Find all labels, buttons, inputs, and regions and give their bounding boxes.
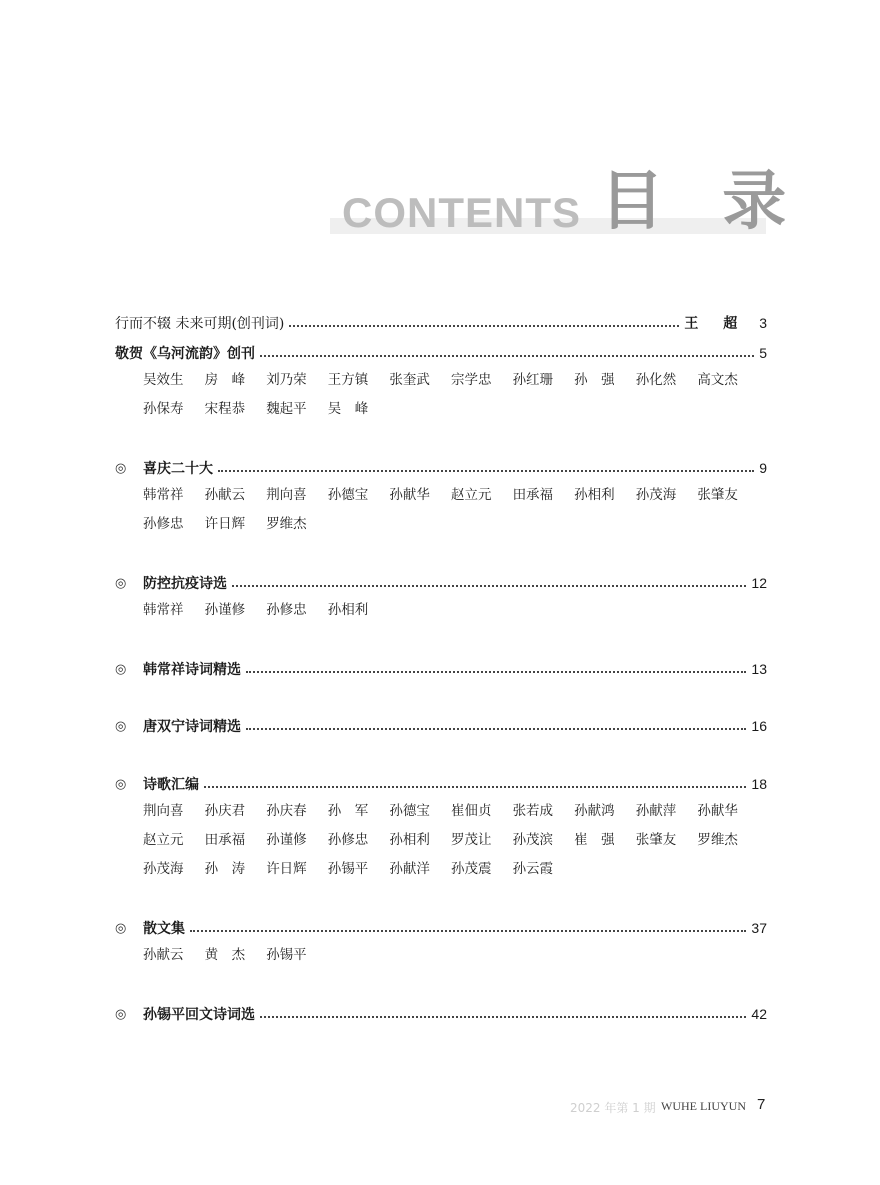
author-name: 张若成	[512, 803, 554, 819]
author-name: 高文杰	[697, 372, 738, 388]
leader-dots	[260, 351, 754, 357]
author-name: 孙云霞	[512, 861, 554, 877]
toc-entry-section[interactable]	[115, 455, 767, 539]
author-name: 孙相利	[389, 832, 430, 848]
bullet-icon: ◎	[115, 920, 127, 936]
author-name: 田承福	[512, 487, 554, 503]
toc-entry-title: 喜庆二十大	[143, 461, 213, 477]
author-name: 赵立元	[450, 487, 492, 503]
toc-entry-section[interactable]	[115, 1001, 767, 1027]
author-name: 孙德宝	[389, 803, 430, 819]
page-footer	[0, 1097, 880, 1117]
author-list	[143, 596, 763, 625]
author-name: 孙 军	[327, 803, 369, 819]
author-name: 孙献鸿	[574, 803, 615, 819]
author-name: 崔 强	[574, 832, 615, 848]
author-name: 荆向喜	[266, 487, 307, 503]
author-name: 韩常祥	[143, 602, 184, 618]
author-name: 赵立元	[143, 832, 184, 848]
author-name: 孙茂震	[450, 861, 492, 877]
toc-entry-title: 散文集	[143, 921, 185, 937]
author-name: 孙献云	[204, 487, 246, 503]
author-name: 田承福	[204, 832, 246, 848]
toc-entry-title: 诗歌汇编	[143, 777, 199, 793]
author-name: 孙茂海	[635, 487, 677, 503]
author-name: 孙献洋	[389, 861, 430, 877]
toc-entry-title: 行而不辍 未来可期(创刊词)	[115, 316, 285, 332]
toc-entry-title: 敬贺《乌河流韵》创刊	[115, 346, 255, 362]
toc-entry-page: 13	[751, 661, 767, 677]
leader-dots	[232, 581, 746, 587]
toc-entry-author: 王 超	[684, 316, 748, 332]
author-name: 黄 杰	[204, 947, 246, 963]
author-name: 张肇友	[697, 487, 738, 503]
author-name: 孙化然	[635, 372, 677, 388]
leader-dots	[289, 321, 679, 327]
author-name: 孙修忠	[327, 832, 369, 848]
toc-entry-title: 韩常祥诗词精选	[143, 662, 241, 678]
author-name: 孙锡平	[266, 947, 307, 963]
author-name: 孙献华	[389, 487, 430, 503]
toc-entry-page: 5	[759, 345, 767, 361]
author-name: 孙 涛	[204, 861, 246, 877]
author-name: 孙相利	[327, 602, 369, 618]
author-name: 孙献萍	[635, 803, 677, 819]
footer-page-number: 7	[757, 1096, 766, 1113]
author-name: 宗学忠	[450, 372, 492, 388]
author-name: 孙修忠	[143, 516, 184, 532]
toc-entry-congrats[interactable]	[115, 340, 767, 424]
toc-entry-title: 唐双宁诗词精选	[143, 719, 241, 735]
author-name: 韩常祥	[143, 487, 184, 503]
author-name: 吴 峰	[327, 401, 369, 417]
author-name: 孙献云	[143, 947, 184, 963]
author-name: 孙庆春	[266, 803, 307, 819]
leader-dots	[190, 926, 746, 932]
bullet-icon: ◎	[115, 718, 127, 734]
leader-dots	[204, 782, 746, 788]
author-name: 魏起平	[266, 401, 307, 417]
mulu-heading: 目 录	[600, 165, 805, 239]
author-name: 孙修忠	[266, 602, 307, 618]
toc-entry-page: 37	[751, 920, 767, 936]
author-name: 孙庆君	[204, 803, 246, 819]
author-name: 张肇友	[635, 832, 677, 848]
bullet-icon: ◎	[115, 575, 127, 591]
author-list	[143, 941, 763, 970]
author-name: 房 峰	[204, 372, 246, 388]
author-name: 孙相利	[574, 487, 615, 503]
toc-entry-section[interactable]	[115, 771, 767, 884]
author-name: 孙谨修	[266, 832, 307, 848]
author-name: 宋程恭	[204, 401, 246, 417]
author-name: 孙献华	[697, 803, 738, 819]
footer-magazine-title: WUHE LIUYUN	[661, 1099, 746, 1113]
author-name: 孙德宝	[327, 487, 369, 503]
toc-entry-page: 42	[751, 1006, 767, 1022]
toc-entry-title: 防控抗疫诗选	[143, 576, 227, 592]
leader-dots	[246, 724, 746, 730]
author-list	[143, 797, 763, 884]
author-list	[143, 366, 763, 424]
author-name: 吴效生	[143, 372, 184, 388]
author-name: 王方镇	[327, 372, 369, 388]
toc-entry-page: 18	[751, 776, 767, 792]
author-name: 罗维杰	[697, 832, 738, 848]
bullet-icon: ◎	[115, 776, 127, 792]
author-name: 崔佃贞	[450, 803, 492, 819]
toc-entry-section[interactable]	[115, 915, 767, 970]
author-name: 孙 强	[574, 372, 615, 388]
author-name: 张奎武	[389, 372, 430, 388]
author-name: 孙保寿	[143, 401, 184, 417]
author-name: 荆向喜	[143, 803, 184, 819]
toc-entry-section[interactable]	[115, 656, 767, 682]
leader-dots	[246, 667, 746, 673]
author-name: 孙茂海	[143, 861, 184, 877]
author-name: 孙谨修	[204, 602, 246, 618]
toc-entry-preface[interactable]	[115, 310, 767, 336]
author-name: 罗维杰	[266, 516, 307, 532]
toc-entry-page: 3	[759, 315, 767, 331]
author-name: 孙锡平	[327, 861, 369, 877]
toc-entry-page: 16	[751, 718, 767, 734]
author-list	[143, 481, 763, 539]
toc-entry-section[interactable]	[115, 570, 767, 625]
author-name: 孙茂滨	[512, 832, 554, 848]
footer-issue: 2022 年第 1 期	[570, 1101, 656, 1115]
contents-heading: CONTENTS	[342, 189, 581, 236]
toc-entry-page: 12	[751, 575, 767, 591]
bullet-icon: ◎	[115, 1006, 127, 1022]
toc-entry-page: 9	[759, 460, 767, 476]
bullet-icon: ◎	[115, 460, 127, 476]
toc-entry-title: 孙锡平回文诗词选	[143, 1007, 255, 1023]
author-name: 刘乃荣	[266, 372, 307, 388]
leader-dots	[260, 1012, 746, 1018]
author-name: 许日辉	[204, 516, 246, 532]
toc-entry-section[interactable]	[115, 713, 767, 739]
bullet-icon: ◎	[115, 661, 127, 677]
author-name: 许日辉	[266, 861, 307, 877]
author-name: 孙红珊	[512, 372, 554, 388]
author-name: 罗茂让	[450, 832, 492, 848]
leader-dots	[218, 466, 754, 472]
